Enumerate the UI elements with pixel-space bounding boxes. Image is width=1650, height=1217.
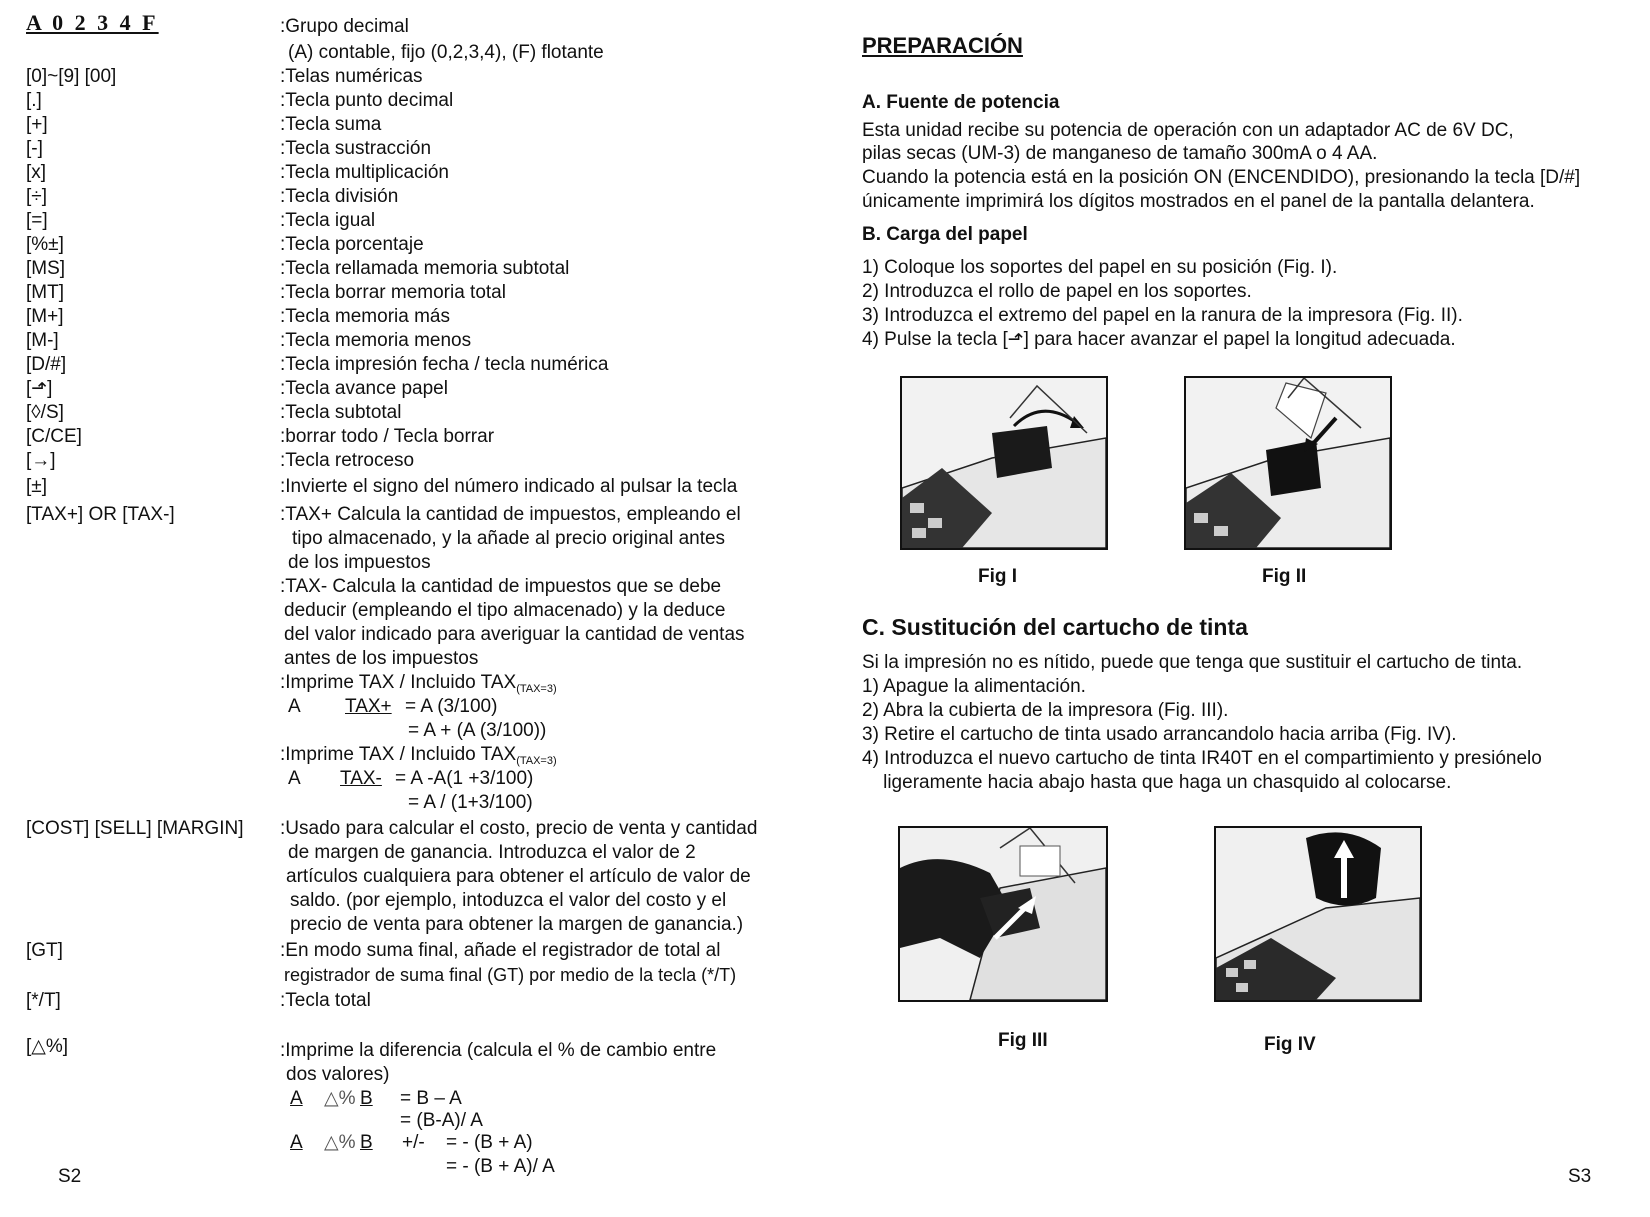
- key-label: [-]: [26, 138, 43, 159]
- key-label: [+]: [26, 114, 48, 135]
- key-description: :Tecla rellamada memoria subtotal: [280, 258, 570, 279]
- tax-formula-op-2: TAX-: [340, 768, 382, 789]
- ink-step-3: 3) Retire el cartucho de tinta usado arrancandolo hacia arriba (Fig. IV).: [862, 724, 1457, 745]
- key-label: [=]: [26, 210, 48, 231]
- key-description: :Tecla retroceso: [280, 450, 415, 471]
- ink-step-4-cont: ligeramente hacia abajo hasta que haga un chasquido al colocarse.: [862, 772, 1452, 793]
- paper-loading-heading: B. Carga del papel: [862, 224, 1028, 245]
- key-description: :Invierte el signo del número indicado al pulsar la tecla: [280, 476, 738, 497]
- tax-formula-op-1: TAX+: [345, 696, 392, 717]
- figure-2-caption: Fig II: [1262, 566, 1307, 587]
- power-line-2: pilas secas (UM-3) de manganeso de tamaño 300mA o 4 AA.: [862, 143, 1378, 164]
- key-description: :Tecla subtotal: [280, 402, 402, 423]
- key-description: :Telas numéricas: [280, 66, 423, 87]
- cost-line-4: saldo. (por ejemplo, intoduzca el valor del costo y el: [290, 890, 727, 911]
- paper-step-1: 1) Coloque los soportes del papel en su posición (Fig. I).: [862, 257, 1338, 278]
- key-description: :Tecla impresión fecha / tecla numérica: [280, 354, 609, 375]
- delta-formula-result-1b: = (B-A)/ A: [400, 1110, 483, 1131]
- cost-key: [COST] [SELL] [MARGIN]: [26, 818, 244, 839]
- total-key: [*/T]: [26, 990, 61, 1011]
- delta-formula-op-2: △%: [324, 1132, 356, 1153]
- ink-cartridge-heading: C. Sustitución del cartucho de tinta: [862, 614, 1248, 640]
- key-label: [÷]: [26, 186, 47, 207]
- tax-formula-result-1b: = A + (A (3/100)): [408, 720, 547, 741]
- gt-line-2: registrador de suma final (GT) por medio de la tecla (*/T): [284, 965, 737, 985]
- key-label: [MS]: [26, 258, 66, 279]
- cost-line-5: precio de venta para obtener la margen de ganancia.): [290, 914, 744, 935]
- key-description: :Tecla borrar memoria total: [280, 282, 506, 303]
- power-line-1: Esta unidad recibe su potencia de operación con un adaptador AC de 6V DC,: [862, 120, 1514, 141]
- figure-3-illustration: [900, 828, 1106, 1000]
- tax-print-text-1: :Imprime TAX / Incluido TAX: [280, 672, 517, 693]
- delta-line-1: :Imprime la diferencia (calcula el % de cambio entre: [280, 1040, 717, 1061]
- decimal-group-key: A 0 2 3 4 F: [26, 10, 159, 35]
- page-number-left: S2: [58, 1166, 82, 1187]
- section-title: PREPARACIÓN: [862, 33, 1023, 58]
- tax-formula-result-2b: = A / (1+3/100): [408, 792, 533, 813]
- gt-line-1: :En modo suma final, añade el registrador de total al: [280, 940, 721, 961]
- tax-print-sub-1: (TAX=3): [516, 683, 557, 695]
- key-description: :Tecla avance papel: [280, 378, 448, 399]
- total-desc: :Tecla total: [280, 990, 371, 1011]
- delta-formula-a-2: A: [290, 1132, 303, 1153]
- tax-minus-line-1: :TAX- Calcula la cantidad de impuestos que se debe: [280, 576, 722, 597]
- decimal-group-desc-2: (A) contable, fijo (0,2,3,4), (F) flotante: [288, 42, 604, 63]
- tax-formula-result-1a: = A (3/100): [405, 696, 498, 717]
- delta-formula-result-2b: = - (B + A)/ A: [446, 1156, 555, 1177]
- key-label: [C/CE]: [26, 426, 82, 447]
- key-description: :Tecla sustracción: [280, 138, 432, 159]
- key-label: [x]: [26, 162, 47, 183]
- tax-formula-result-2a: = A -A(1 +3/100): [395, 768, 534, 789]
- key-label: [MT]: [26, 282, 64, 303]
- key-description: :Tecla memoria más: [280, 306, 450, 327]
- tax-formula-a-2: A: [288, 768, 301, 789]
- tax-minus-line-4: antes de los impuestos: [284, 648, 479, 669]
- tax-plus-line-1: :TAX+ Calcula la cantidad de impuestos, empleando el: [280, 504, 741, 525]
- figure-1-image: [900, 376, 1108, 550]
- figure-2-image: [1184, 376, 1392, 550]
- tax-print-sub-2: (TAX=3): [516, 755, 557, 767]
- delta-formula-result-2a: = - (B + A): [446, 1132, 533, 1153]
- delta-formula-a-1: A: [290, 1088, 303, 1109]
- ink-step-4: 4) Introduzca el nuevo cartucho de tinta IR40T en el compartimiento y presiónelo: [862, 748, 1542, 769]
- key-description: :borrar todo / Tecla borrar: [280, 426, 495, 447]
- tax-key: [TAX+] OR [TAX-]: [26, 504, 175, 525]
- paper-step-3: 3) Introduzca el extremo del papel en la ranura de la impresora (Fig. II).: [862, 305, 1463, 326]
- delta-percent-key: [△%]: [26, 1036, 69, 1057]
- tax-plus-line-3: de los impuestos: [288, 552, 431, 573]
- key-label: [0]~[9] [00]: [26, 66, 117, 87]
- delta-formula-op-1: △%: [324, 1088, 356, 1109]
- tax-print-text-2: :Imprime TAX / Incluido TAX: [280, 744, 517, 765]
- decimal-group-desc: :Grupo decimal: [280, 16, 409, 37]
- delta-formula-pm: +/-: [402, 1132, 425, 1153]
- tax-formula-a-1: A: [288, 696, 301, 717]
- key-label: [D/#]: [26, 354, 67, 375]
- key-label: [⬏]: [26, 378, 53, 399]
- paper-step-2: 2) Introduzca el rollo de papel en los soportes.: [862, 281, 1252, 302]
- figure-2-illustration: [1186, 378, 1390, 548]
- key-label: [M+]: [26, 306, 64, 327]
- cost-line-2: de margen de ganancia. Introduzca el valor de 2: [288, 842, 696, 863]
- ink-line-1: Si la impresión no es nítido, puede que tenga que sustituir el cartucho de tinta.: [862, 652, 1523, 673]
- tax-minus-line-3: del valor indicado para averiguar la cantidad de ventas: [284, 624, 745, 645]
- cost-line-1: :Usado para calcular el costo, precio de venta y cantidad: [280, 818, 758, 839]
- figure-4-image: [1214, 826, 1422, 1002]
- delta-formula-result-1a: = B – A: [400, 1088, 462, 1109]
- paper-step-4: 4) Pulse la tecla [⬏] para hacer avanzar el papel la longitud adecuada.: [862, 329, 1456, 350]
- delta-line-2: dos valores): [286, 1064, 390, 1085]
- key-description: :Tecla igual: [280, 210, 376, 231]
- key-description: :Tecla división: [280, 186, 399, 207]
- tax-minus-line-2: deducir (empleando el tipo almacenado) y la deduce: [284, 600, 726, 621]
- right-page: [850, 0, 1650, 1217]
- key-label: [±]: [26, 476, 47, 497]
- key-label: [◊/S]: [26, 402, 64, 423]
- gt-key: [GT]: [26, 940, 63, 961]
- key-description: :Tecla suma: [280, 114, 382, 135]
- figure-3-caption: Fig III: [998, 1030, 1048, 1051]
- key-label: [%±]: [26, 234, 64, 255]
- delta-formula-b-1: B: [360, 1088, 373, 1109]
- tax-plus-line-2: tipo almacenado, y la añade al precio original antes: [292, 528, 726, 549]
- key-description: :Tecla memoria menos: [280, 330, 472, 351]
- power-line-3: Cuando la potencia está en la posición ON (ENCENDIDO), presionando la tecla [D/#]: [862, 167, 1581, 188]
- key-label: [→]: [26, 450, 56, 471]
- figure-3-image: [898, 826, 1108, 1002]
- key-description: :Tecla punto decimal: [280, 90, 454, 111]
- key-label: [.]: [26, 90, 42, 111]
- key-label: [M-]: [26, 330, 59, 351]
- figure-1-illustration: [902, 378, 1106, 548]
- ink-step-1: 1) Apague la alimentación.: [862, 676, 1086, 697]
- figure-4-caption: Fig IV: [1264, 1034, 1316, 1055]
- figure-4-illustration: [1216, 828, 1420, 1000]
- delta-formula-b-2: B: [360, 1132, 373, 1153]
- key-description: :Tecla porcentaje: [280, 234, 424, 255]
- cost-line-3: artículos cualquiera para obtener el artículo de valor de: [286, 866, 751, 887]
- figure-1-caption: Fig I: [978, 566, 1018, 587]
- key-description: :Tecla multiplicación: [280, 162, 449, 183]
- power-line-4: únicamente imprimirá los dígitos mostrados en el panel de la pantalla delantera.: [862, 191, 1535, 212]
- left-page: [0, 0, 810, 1217]
- ink-step-2: 2) Abra la cubierta de la impresora (Fig. III).: [862, 700, 1229, 721]
- power-source-heading: A. Fuente de potencia: [862, 92, 1060, 113]
- page-number-right: S3: [1568, 1166, 1592, 1187]
